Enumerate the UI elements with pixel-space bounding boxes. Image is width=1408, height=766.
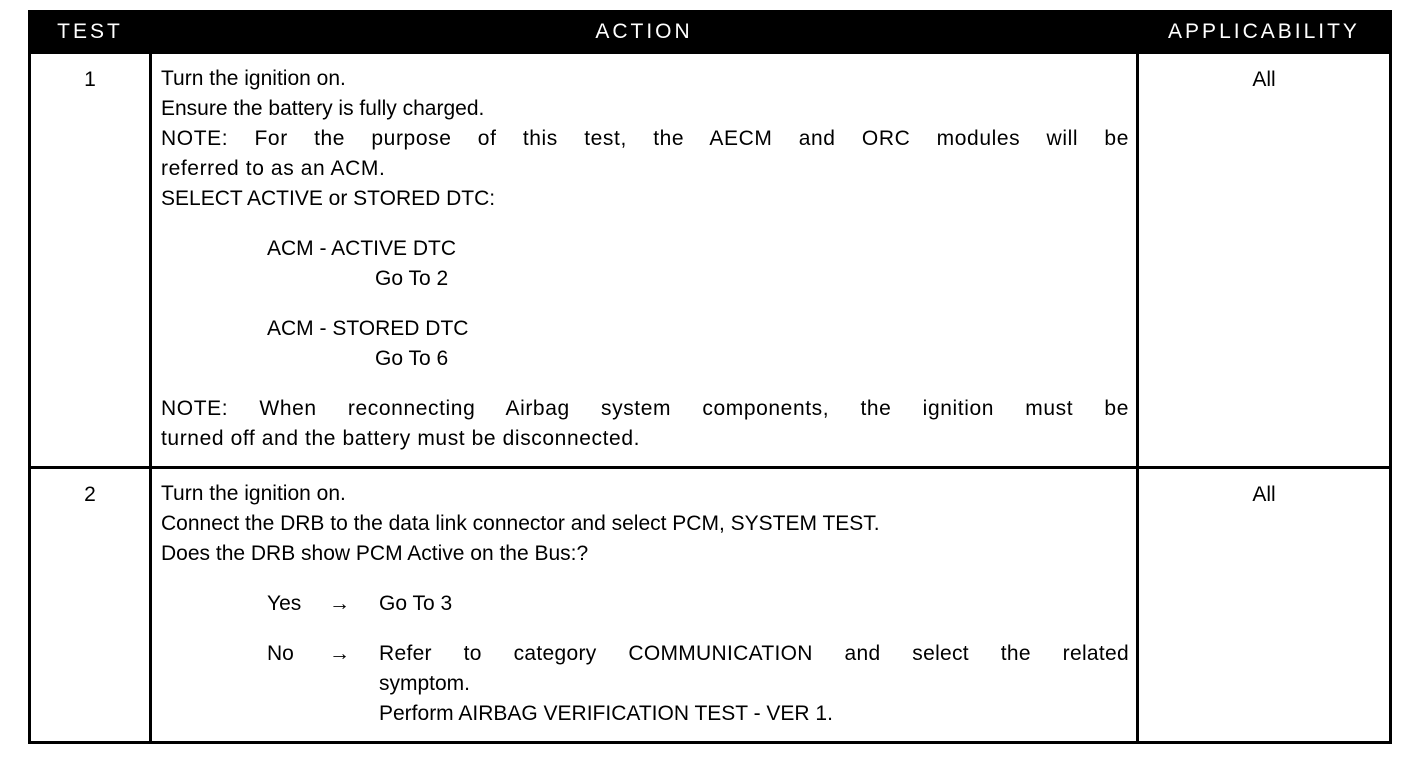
procedure-table — [28, 10, 1392, 744]
test-number: 1 — [84, 68, 96, 91]
action-line: Turn the ignition on. — [161, 67, 346, 90]
action-line: Turn the ignition on. — [161, 482, 346, 505]
action-line: SELECT ACTIVE or STORED DTC: — [161, 187, 496, 210]
option-label: ACM - ACTIVE DTC — [267, 237, 457, 260]
header-applicability: APPLICABILITY — [1168, 20, 1360, 43]
choice-text: Refer to category COMMUNICATION and select the related — [379, 642, 1129, 665]
choice-label: Yes — [267, 592, 302, 615]
choice-text: symptom. — [379, 672, 471, 695]
applicability-value: All — [1252, 483, 1276, 506]
note-line: referred to as an ACM. — [161, 157, 386, 180]
action-line: Ensure the battery is fully charged. — [161, 97, 485, 120]
choice-text: Perform AIRBAG VERIFICATION TEST - VER 1. — [379, 702, 833, 725]
right-arrow-icon: → — [329, 592, 350, 615]
choice-label: No — [267, 642, 294, 665]
choice-yes — [161, 589, 1129, 619]
table-row — [31, 469, 1389, 741]
note-line: NOTE: When reconnecting Airbag system components, the ignition must be — [161, 397, 1129, 420]
choice-text-block — [379, 639, 1129, 729]
header-test: TEST — [57, 20, 123, 43]
action-cell — [161, 64, 1129, 454]
table-row — [31, 54, 1389, 466]
choice-no — [161, 639, 1129, 729]
note-line: turned off and the battery must be disconnected. — [161, 427, 641, 450]
table-header-row — [31, 13, 1389, 51]
note-line: NOTE: For the purpose of this test, the AECM and ORC modules will be — [161, 127, 1129, 150]
action-line: Connect the DRB to the data link connector and select PCM, SYSTEM TEST. — [161, 512, 880, 535]
goto-text: Go To 6 — [375, 347, 449, 370]
goto-text: Go To 2 — [375, 267, 449, 290]
test-number: 2 — [84, 483, 96, 506]
option-label: ACM - STORED DTC — [267, 317, 469, 340]
action-cell — [161, 479, 1129, 729]
choice-text: Go To 3 — [379, 592, 453, 615]
right-arrow-icon: → — [329, 642, 350, 665]
applicability-value: All — [1252, 68, 1276, 91]
action-line: Does the DRB show PCM Active on the Bus:? — [161, 542, 589, 565]
header-action: ACTION — [595, 20, 693, 43]
